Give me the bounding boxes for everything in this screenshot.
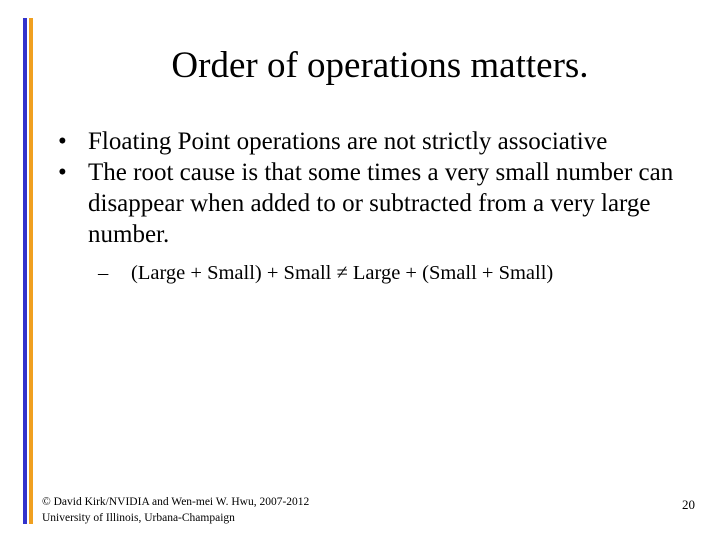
slide-title: Order of operations matters. (171, 45, 589, 86)
left-accent-bar-blue (23, 18, 27, 524)
page-number: 20 (682, 497, 695, 512)
bullet-list (54, 126, 714, 286)
sub-bullet-text: (Large + Small) + Small ≠ Large + (Small + Small) (131, 262, 554, 284)
footer-line-2: University of Illinois, Urbana-Champaign (42, 511, 235, 524)
bullet-text: Floating Point operations are not strictly associative (88, 128, 608, 155)
footer-copyright (42, 495, 462, 526)
sub-bullet-item (98, 260, 714, 286)
sub-bullet-marker: – (98, 262, 109, 284)
footer-line-1: © David Kirk/NVIDIA and Wen-mei W. Hwu, 2007-2012 (42, 496, 310, 508)
left-accent-bar-orange (29, 18, 33, 524)
sub-bullet-list (88, 260, 714, 286)
bullet-marker: • (58, 159, 67, 186)
bullet-item (54, 157, 714, 286)
bullet-text: The root cause is that some times a very small number can disappear when added to or subtracted from a very large number. (88, 159, 674, 248)
bullet-item (54, 126, 714, 157)
bullet-marker: • (58, 128, 67, 155)
